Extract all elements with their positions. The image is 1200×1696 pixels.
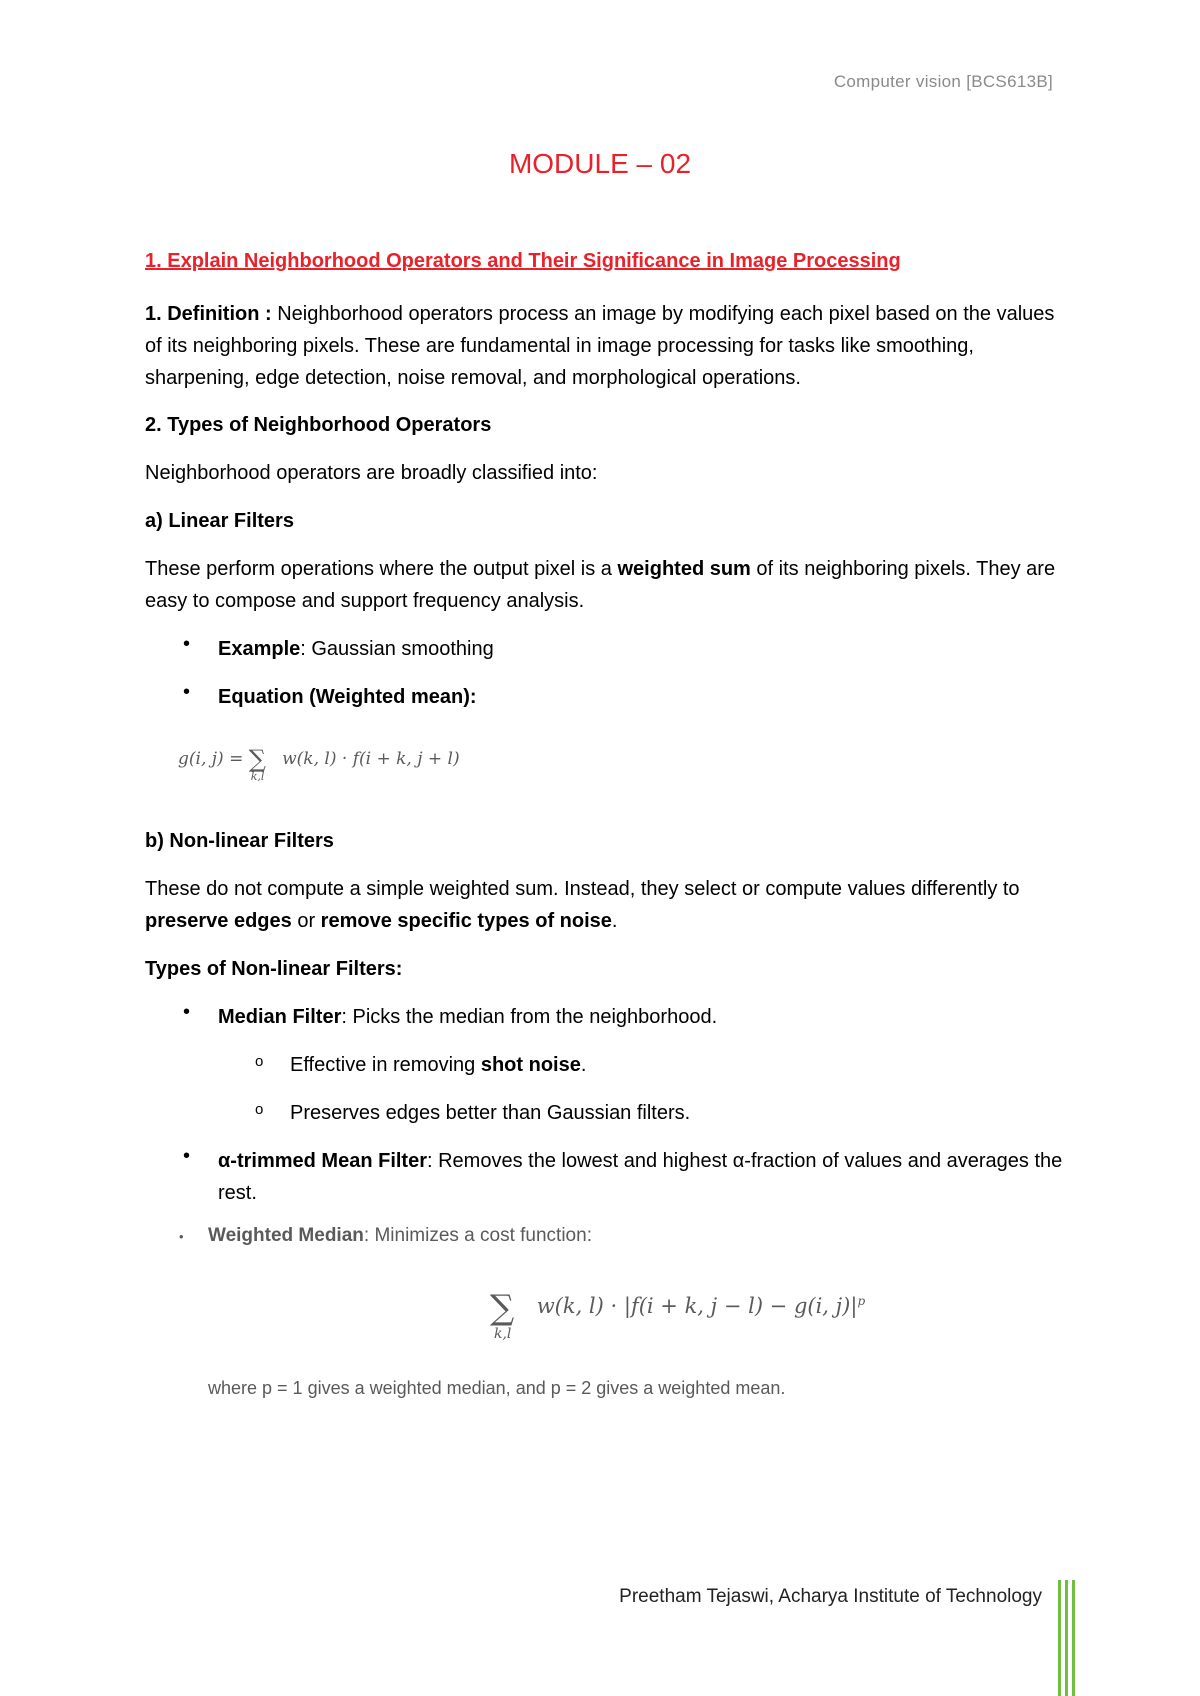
nonlinear-bold-1: preserve edges	[145, 910, 292, 932]
sub-bullet-circle: o	[255, 1053, 264, 1070]
example-label: Example	[218, 638, 301, 660]
example-text: : Gaussian smoothing	[300, 638, 494, 660]
footer-author: Preetham Tejaswi, Acharya Institute of Technology	[619, 1586, 1042, 1607]
bullet-dot: •	[179, 1229, 184, 1244]
types-heading: 2. Types of Neighborhood Operators	[145, 414, 492, 436]
weighted-median-note: where p = 1 gives a weighted median, and p = 2 gives a weighted mean.	[208, 1378, 786, 1398]
sum-symbol: ∑	[490, 1288, 515, 1328]
linear-equation	[178, 742, 460, 783]
alpha-text: : Removes the lowest and highest α-fraction of values and averages the rest.	[218, 1150, 1063, 1204]
bullet-dot: •	[183, 681, 191, 703]
cost-expression: w(k, l) · |f(i + k, j − l) − g(i, j)|	[536, 1294, 858, 1318]
linear-text-2: of its neighboring pixels. They are easy to compose and support frequency analysis.	[145, 558, 1056, 612]
types-intro: Neighborhood operators are broadly classified into:	[145, 462, 598, 484]
linear-text-1: These perform operations where the output pixel is a	[145, 558, 618, 580]
list-item-median-sub-1	[290, 1049, 586, 1081]
sub-bullet-circle: o	[255, 1101, 264, 1118]
running-header: Computer vision [BCS613B]	[833, 72, 1053, 91]
exponent: p	[857, 1294, 866, 1308]
eq-rhs: w(k, l) · f(i + k, j + l)	[282, 749, 460, 769]
median-text: : Picks the median from the neighborhood.	[341, 1006, 718, 1028]
weighted-median-label: Weighted Median	[208, 1225, 364, 1246]
weighted-median-text: : Minimizes a cost function:	[363, 1225, 592, 1246]
median-label: Median Filter	[218, 1006, 342, 1028]
sum-subscript: k,l	[494, 1326, 512, 1342]
alpha-label: α-trimmed Mean Filter	[218, 1150, 427, 1172]
weighted-median-equation	[490, 1282, 866, 1342]
nonlinear-bold-2: remove specific types of noise	[320, 910, 612, 932]
list-item-median	[218, 1001, 1068, 1033]
module-title: MODULE – 02	[508, 148, 692, 179]
median-sub1-text: Effective in removing	[290, 1054, 481, 1076]
equation-label: Equation (Weighted mean):	[218, 686, 477, 708]
linear-heading: a) Linear Filters	[145, 510, 294, 532]
list-item-equation	[218, 681, 1068, 713]
median-sub1-bold: shot noise	[480, 1054, 581, 1076]
sum-symbol: ∑	[248, 745, 266, 773]
footer-decoration-bars	[1058, 1580, 1076, 1696]
nonlinear-heading: b) Non-linear Filters	[145, 830, 334, 852]
list-item-median-sub-2: Preserves edges better than Gaussian filters.	[290, 1102, 691, 1124]
bullet-dot: •	[183, 1145, 191, 1167]
linear-bold: weighted sum	[617, 558, 751, 580]
list-item-alpha	[218, 1145, 1068, 1209]
question-title: 1. Explain Neighborhood Operators and Their Significance in Image Processing	[145, 250, 901, 272]
green-bar	[1065, 1580, 1068, 1696]
eq-lhs: g(i, j) =	[178, 749, 244, 769]
green-bar	[1072, 1580, 1075, 1696]
bullet-dot: •	[183, 1001, 191, 1023]
bullet-dot: •	[183, 633, 191, 655]
sum-subscript: k,l	[250, 770, 265, 783]
list-item-example	[218, 633, 1068, 665]
nonlinear-text-3: .	[611, 910, 618, 932]
nonlinear-paragraph	[145, 873, 1065, 937]
nonlinear-types-heading: Types of Non-linear Filters:	[145, 958, 403, 980]
definition-paragraph	[145, 298, 1065, 394]
nonlinear-text-1: These do not compute a simple weighted sum. Instead, they select or compute values differently to	[145, 878, 1020, 900]
linear-paragraph	[145, 553, 1065, 617]
definition-label: 1. Definition :	[145, 303, 272, 325]
definition-text: Neighborhood operators process an image by modifying each pixel based on the values of its neighboring pixels. These are fundamental in image processing for tasks like smoothing, sharpening, edge detection, noise removal, and morphological operations.	[145, 303, 1055, 389]
green-bar	[1058, 1580, 1061, 1696]
median-sub1-end: .	[580, 1054, 587, 1076]
nonlinear-text-2: or	[291, 910, 321, 932]
list-item-weighted-median	[208, 1225, 592, 1247]
